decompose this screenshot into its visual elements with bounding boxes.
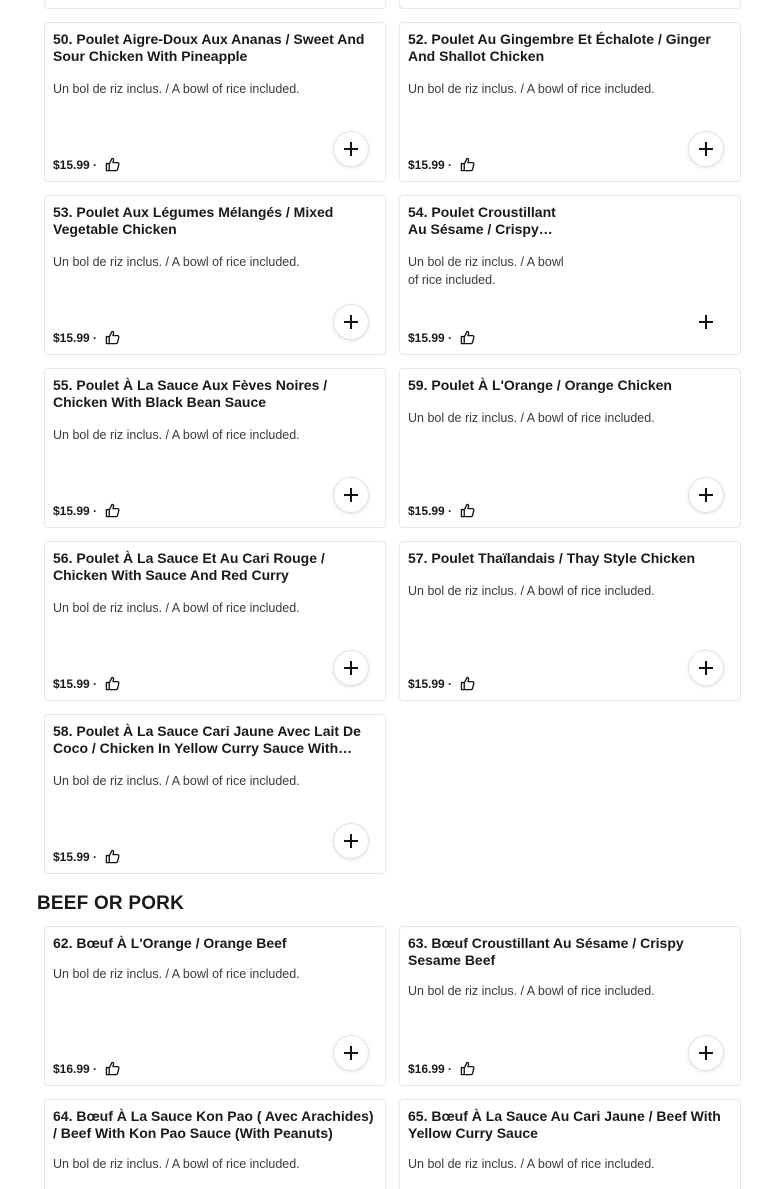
item-price: $15.99 · xyxy=(408,330,453,345)
price-row xyxy=(53,676,120,691)
item-description: Un bol de riz inclus. / A bowl of rice included. xyxy=(53,82,300,96)
section-heading: BEEF OR PORK xyxy=(37,893,185,914)
item-title: 56. Poulet À La Sauce Et Au Cari Rouge / Chicken With Sauce And Red Curry xyxy=(53,550,325,583)
item-description: Un bol de riz inclus. / A bowl of rice included. xyxy=(408,1157,655,1171)
menu-item-card[interactable] xyxy=(44,714,386,874)
plus-icon xyxy=(343,660,359,676)
price-row xyxy=(408,503,475,518)
item-description: Un bol de riz inclus. / A bowl of rice included. xyxy=(408,584,655,598)
item-description: Un bol de riz inclus. / A bowl of rice included. xyxy=(53,428,300,442)
plus-icon xyxy=(698,660,714,676)
item-title: 62. Bœuf À L'Orange / Orange Beef xyxy=(53,935,287,951)
add-to-cart-button[interactable] xyxy=(334,132,368,166)
plus-icon xyxy=(343,833,359,849)
item-title: 65. Bœuf À La Sauce Au Cari Jaune / Beef With Yellow Curry Sauce xyxy=(408,1108,721,1141)
item-price: $16.99 · xyxy=(53,1061,98,1076)
thumbs-up-icon xyxy=(105,849,120,864)
add-to-cart-button[interactable] xyxy=(334,1036,368,1070)
menu-item-card[interactable] xyxy=(44,368,386,528)
item-price: $15.99 · xyxy=(408,503,453,518)
item-description: Un bol de riz inclus. / A bowl of rice included. xyxy=(53,967,300,981)
item-price: $15.99 · xyxy=(408,676,453,691)
item-description: Un bol de riz inclus. / A bowl of rice included. xyxy=(53,1157,300,1171)
item-title: 50. Poulet Aigre-Doux Aux Ananas / Sweet And Sour Chicken With Pineapple xyxy=(53,31,365,64)
plus-icon xyxy=(698,1045,714,1061)
thumbs-up-icon xyxy=(460,676,475,691)
menu-item-card[interactable] xyxy=(44,926,386,1086)
plus-icon xyxy=(698,314,714,330)
plus-icon xyxy=(698,487,714,503)
item-title: 54. Poulet Croustillant Au Sésame / Crispy… xyxy=(408,204,556,237)
item-title: 53. Poulet Aux Légumes Mélangés / Mixed Vegetable Chicken xyxy=(53,204,334,237)
thumbs-up-icon xyxy=(460,157,475,172)
item-price: $15.99 · xyxy=(408,157,453,172)
thumbs-up-icon xyxy=(105,330,120,345)
item-price: $15.99 · xyxy=(53,330,98,345)
thumbs-up-icon xyxy=(460,1061,475,1076)
item-title: 59. Poulet À L'Orange / Orange Chicken xyxy=(408,377,672,393)
item-title: 52. Poulet Au Gingembre Et Échalote / Ginger And Shallot Chicken xyxy=(408,31,711,64)
item-description: Un bol de riz inclus. / A bowl of rice included. xyxy=(408,984,655,998)
item-price: $15.99 · xyxy=(53,676,98,691)
add-to-cart-button[interactable] xyxy=(334,651,368,685)
item-description: Un bol de riz inclus. / A bowl of rice included. xyxy=(408,255,564,287)
item-description: Un bol de riz inclus. / A bowl of rice included. xyxy=(53,255,300,269)
price-row xyxy=(408,676,475,691)
thumbs-up-icon xyxy=(105,1061,120,1076)
menu-item-card[interactable] xyxy=(44,541,386,701)
item-title: 63. Bœuf Croustillant Au Sésame / Crispy Sesame Beef xyxy=(408,935,684,968)
menu-item-card[interactable] xyxy=(44,1099,386,1189)
add-to-cart-button[interactable] xyxy=(689,132,723,166)
item-title: 64. Bœuf À La Sauce Kon Pao ( Avec Arachides) / Beef With Kon Pao Sauce (With Peanuts) xyxy=(53,1108,374,1141)
menu-item-card[interactable] xyxy=(399,1099,741,1189)
menu-item-card[interactable] xyxy=(399,926,741,1086)
thumbs-up-icon xyxy=(460,330,475,345)
price-row xyxy=(408,330,475,345)
menu-item-card[interactable] xyxy=(399,195,741,355)
menu-item-card[interactable] xyxy=(399,368,741,528)
menu-item-card[interactable] xyxy=(44,22,386,182)
item-description: Un bol de riz inclus. / A bowl of rice included. xyxy=(53,601,300,615)
thumbs-up-icon xyxy=(460,503,475,518)
plus-icon xyxy=(698,141,714,157)
item-title: 55. Poulet À La Sauce Aux Fèves Noires / Chicken With Black Bean Sauce xyxy=(53,377,328,410)
item-price: $16.99 · xyxy=(408,1061,453,1076)
plus-icon xyxy=(343,314,359,330)
price-row xyxy=(408,1061,475,1076)
item-price: $15.99 · xyxy=(53,157,98,172)
plus-icon xyxy=(343,141,359,157)
menu-item-card[interactable] xyxy=(399,541,741,701)
menu-item-card-partial[interactable] xyxy=(44,0,386,9)
add-to-cart-button[interactable] xyxy=(334,478,368,512)
menu-item-card-partial[interactable] xyxy=(399,0,741,9)
price-row xyxy=(53,157,120,172)
price-row xyxy=(408,157,475,172)
add-to-cart-button[interactable] xyxy=(689,305,723,339)
add-to-cart-button[interactable] xyxy=(334,305,368,339)
item-price: $15.99 · xyxy=(53,503,98,518)
item-description: Un bol de riz inclus. / A bowl of rice included. xyxy=(408,82,655,96)
price-row xyxy=(53,1061,120,1076)
add-to-cart-button[interactable] xyxy=(689,651,723,685)
plus-icon xyxy=(343,1045,359,1061)
item-description: Un bol de riz inclus. / A bowl of rice included. xyxy=(53,774,300,788)
thumbs-up-icon xyxy=(105,503,120,518)
price-row xyxy=(53,330,120,345)
thumbs-up-icon xyxy=(105,676,120,691)
add-to-cart-button[interactable] xyxy=(689,1036,723,1070)
item-description: Un bol de riz inclus. / A bowl of rice included. xyxy=(408,411,655,425)
price-row xyxy=(53,849,120,864)
item-price: $15.99 · xyxy=(53,849,98,864)
menu-item-card[interactable] xyxy=(44,195,386,355)
add-to-cart-button[interactable] xyxy=(334,824,368,858)
price-row xyxy=(53,503,120,518)
add-to-cart-button[interactable] xyxy=(689,478,723,512)
thumbs-up-icon xyxy=(105,157,120,172)
plus-icon xyxy=(343,487,359,503)
item-title: 57. Poulet Thaïlandais / Thay Style Chicken xyxy=(408,550,696,566)
menu-item-card[interactable] xyxy=(399,22,741,182)
item-title: 58. Poulet À La Sauce Cari Jaune Avec Lait De Coco / Chicken In Yellow Curry Sauce With… xyxy=(53,723,361,756)
